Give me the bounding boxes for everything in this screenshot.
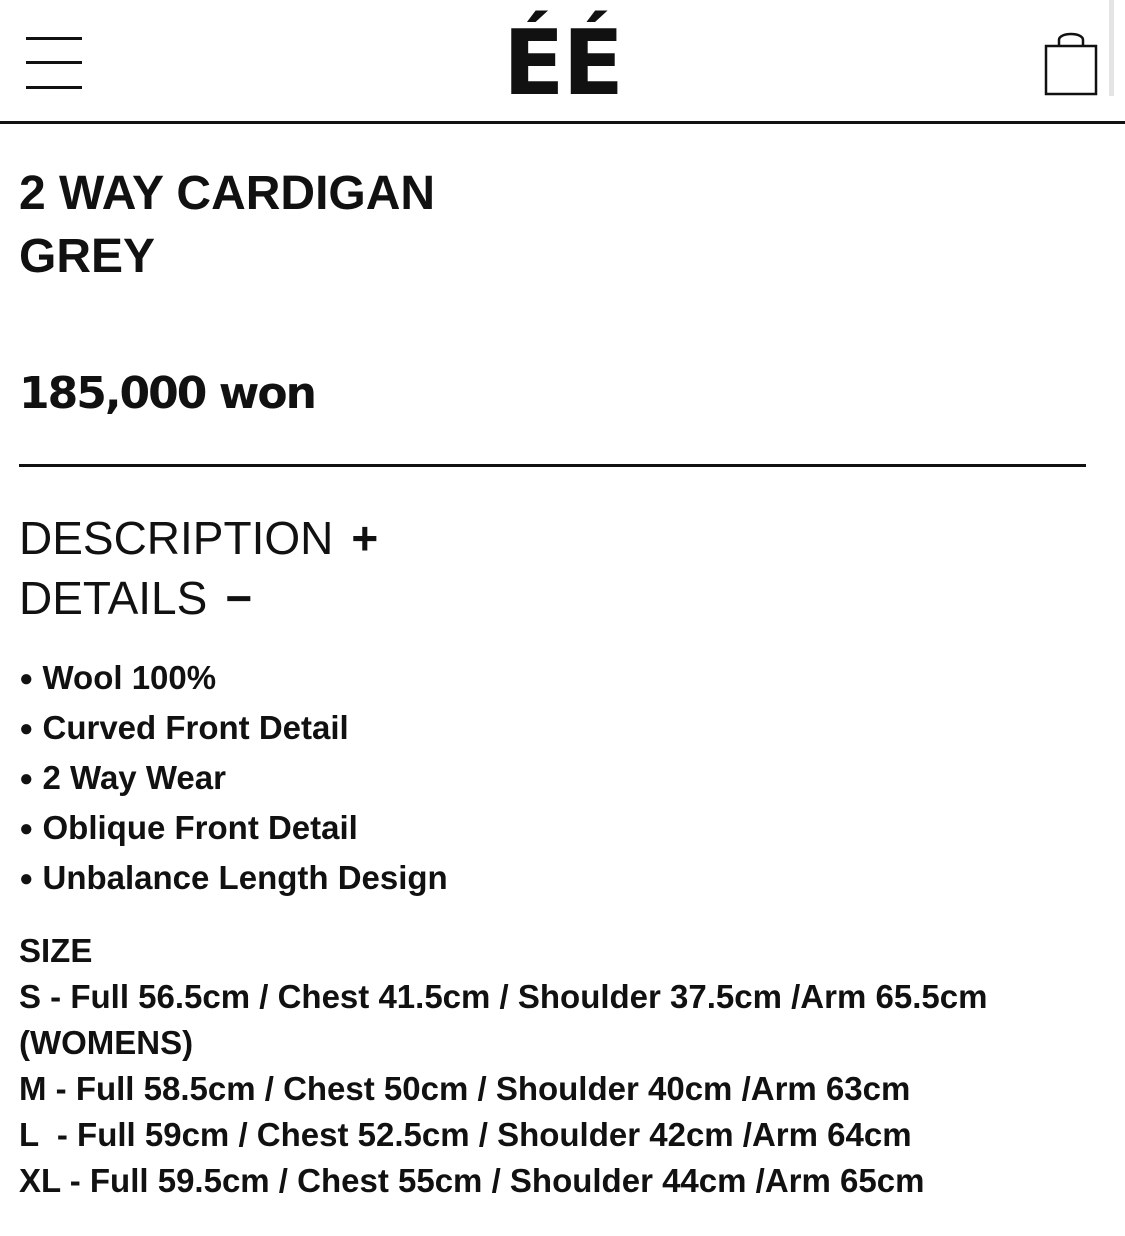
size-line: XL - Full 59.5cm / Chest 55cm / Shoulder 44cm /Arm 65cm bbox=[19, 1162, 925, 1199]
details-list bbox=[19, 655, 448, 905]
site-header bbox=[0, 0, 1125, 124]
details-toggle[interactable] bbox=[19, 570, 252, 626]
product-color: GREY bbox=[19, 230, 156, 283]
product-title bbox=[19, 162, 435, 288]
scrollbar-edge bbox=[1109, 0, 1114, 96]
list-item: ● 2 Way Wear bbox=[19, 755, 448, 805]
size-line: M - Full 58.5cm / Chest 50cm / Shoulder 40cm /Arm 63cm bbox=[19, 1070, 911, 1107]
description-label: DESCRIPTION bbox=[19, 512, 334, 564]
size-heading: SIZE bbox=[19, 932, 93, 969]
size-line: S - Full 56.5cm / Chest 41.5cm / Shoulder 37.5cm /Arm 65.5cm bbox=[19, 978, 988, 1015]
list-item: ● Curved Front Detail bbox=[19, 705, 448, 755]
brand-logo[interactable]: ÉÉ bbox=[503, 11, 622, 116]
shopping-bag-icon[interactable] bbox=[1040, 26, 1102, 98]
product-name: 2 WAY CARDIGAN bbox=[19, 167, 436, 220]
size-line: (WOMENS) bbox=[19, 1024, 194, 1061]
size-chart bbox=[19, 928, 987, 1204]
product-price: 185,000 won bbox=[19, 368, 315, 419]
section-divider bbox=[19, 464, 1086, 467]
description-toggle[interactable] bbox=[19, 510, 378, 566]
details-label: DETAILS bbox=[19, 572, 208, 624]
minus-icon: − bbox=[225, 572, 253, 624]
list-item: ● Wool 100% bbox=[19, 655, 448, 705]
list-item: ● Unbalance Length Design bbox=[19, 855, 448, 905]
plus-icon: + bbox=[351, 512, 379, 564]
size-line: L - Full 59cm / Chest 52.5cm / Shoulder 42cm /Arm 64cm bbox=[19, 1116, 912, 1153]
list-item: ● Oblique Front Detail bbox=[19, 805, 448, 855]
